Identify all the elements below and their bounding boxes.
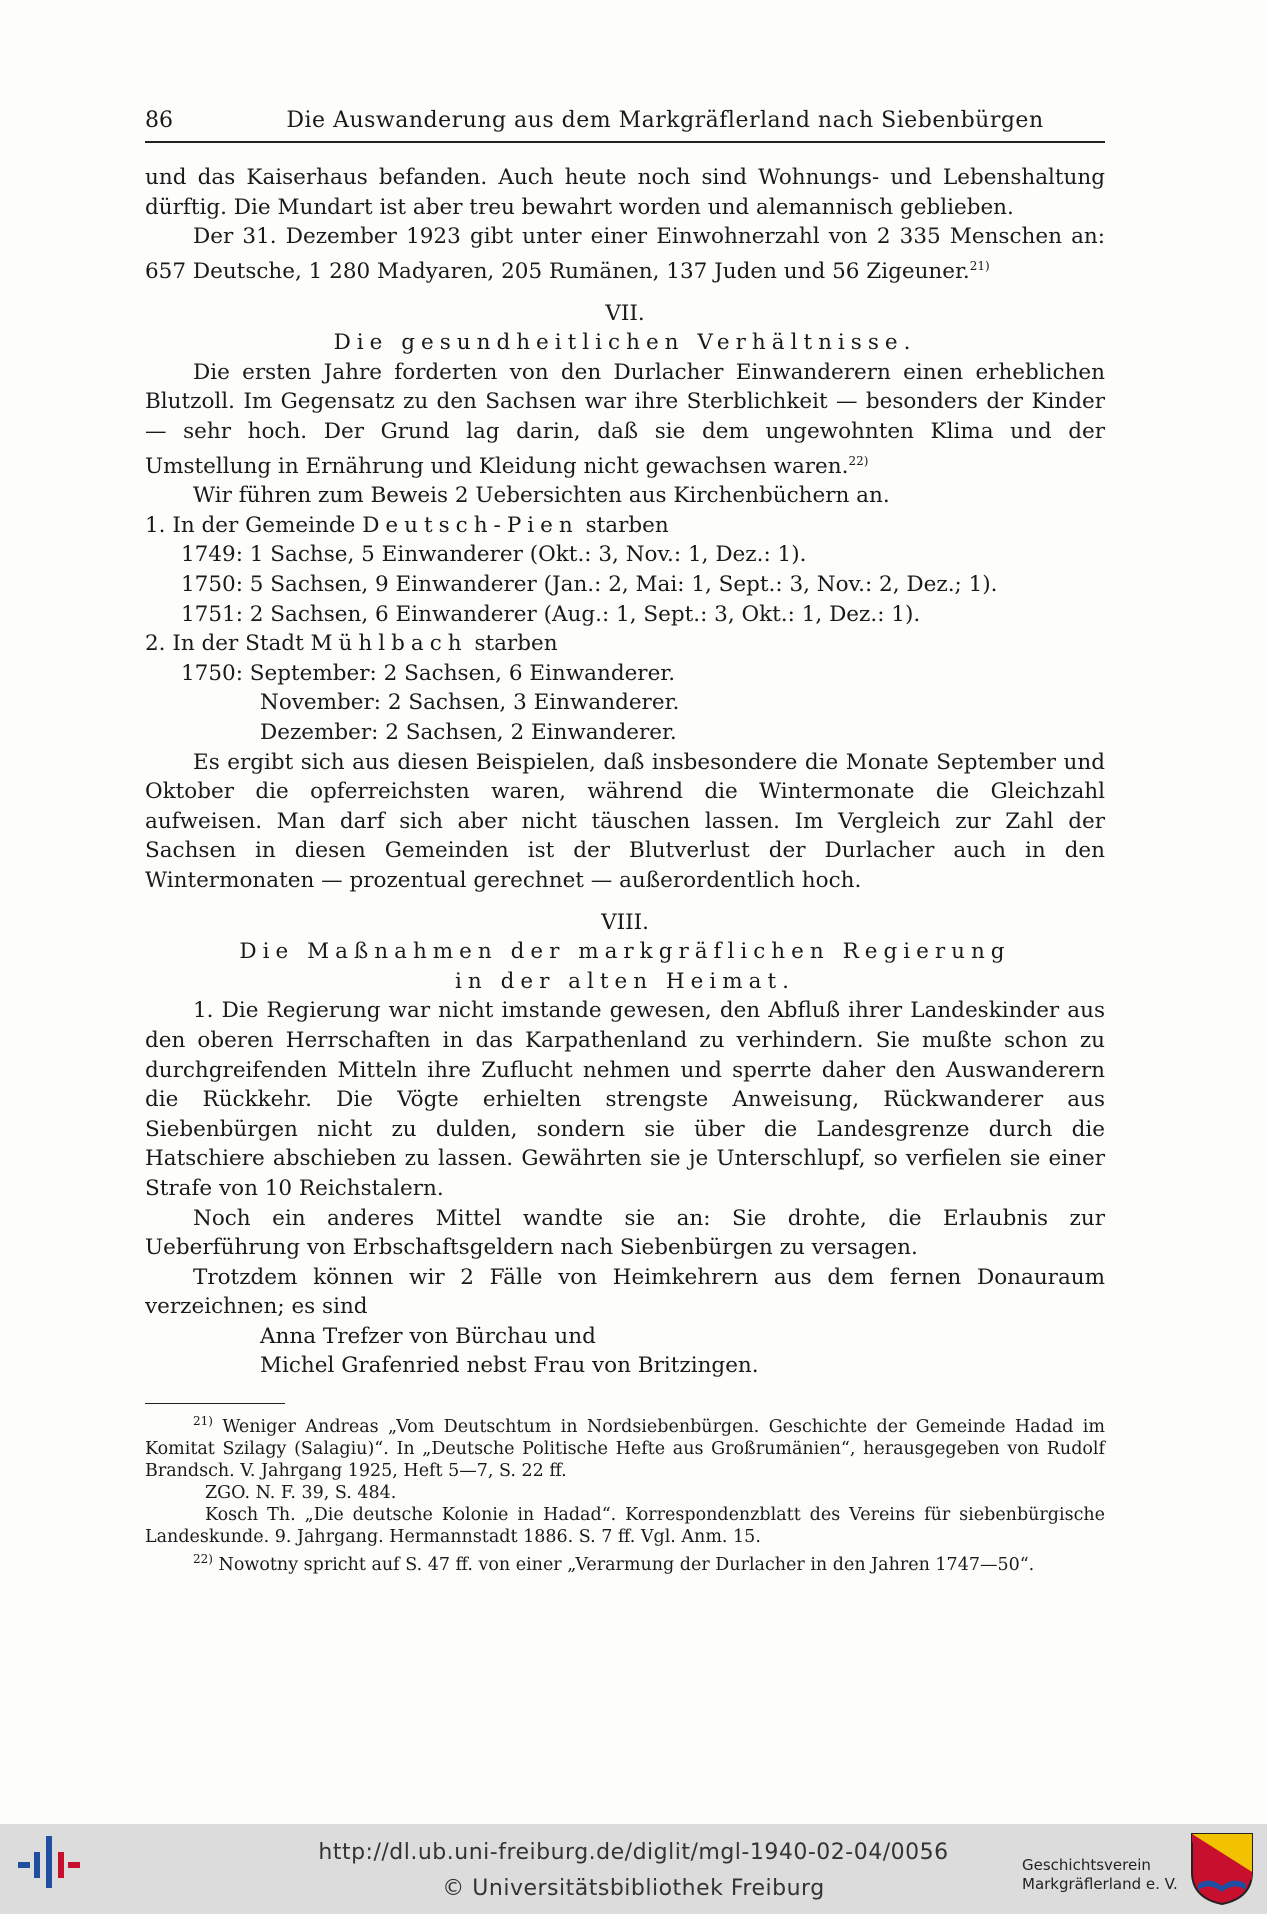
list-row: 1750: 5 Sachsen, 9 Einwanderer (Jan.: 2, Mai: 1, Sept.: 3, Nov.: 2, Dez.; 1). (181, 572, 998, 598)
running-title: Die Auswanderung aus dem Markgräflerland nach Siebenbürgen (286, 108, 1044, 133)
place-deutsch-pien: Deutsch-Pien (362, 512, 579, 538)
section-8-title-line-2: in der alten Heimat. (455, 968, 795, 994)
list-row: 1751: 2 Sachsen, 6 Einwanderer (Aug.: 1, Sept.: 3, Okt.: 1, Dez.: 1). (181, 601, 921, 627)
footnotes (145, 1410, 1105, 1576)
page-number: 86 (145, 108, 173, 133)
section-8-paragraph-3: Trotzdem können wir 2 Fälle von Heimkehrern aus dem fernen Donauraum verzeichnen; es sind (145, 1264, 1105, 1320)
page-body (145, 163, 1105, 1576)
list-row: 1750: September: 2 Sachsen, 6 Einwanderer. (181, 660, 676, 686)
page-header (145, 108, 1105, 143)
footnote-ref-22: 22) (848, 453, 869, 468)
section-7-paragraph-1: Die ersten Jahre forderten von den Durlacher Einwanderern einen erheblichen Blutzoll. Im Gegensatz zu den Sachsen war ihre Sterblichkeit — besonders der Kinder — sehr hoch. Der Grund lag darin, daß sie dem ungewohnten Klima und der Umstellung in Ernährung und Kleidung nicht gewachsen waren.$^{22)}$ (145, 359, 1105, 479)
list-item-deutsch-pien: 1. In der Gemeinde Deutsch-Pien starben (145, 512, 669, 538)
document-page (145, 108, 1105, 1576)
list-row: Dezember: 2 Sachsen, 2 Einwanderer. (260, 720, 677, 745)
section-8-paragraph-2: Noch ein anderes Mittel wandte sie an: Sie drohte, die Erlaubnis zur Ueberführung von Erbschaftsgeldern nach Siebenbürgen zu versagen. (145, 1205, 1105, 1261)
name-entry: Anna Trefzer von Bürchau und (260, 1323, 596, 1349)
list-item-muehlbach: 2. In der Stadt Mühlbach starben (145, 631, 558, 657)
intro-paragraph-1: und das Kaiserhaus befanden. Auch heute noch sind Wohnungs- und Lebenshaltung dürftig. Die Mundart ist aber treu bewahrt worden und alemannisch geblieben. (145, 165, 1105, 220)
intro-paragraph-2: Der 31. Dezember 1923 gibt unter einer Einwohnerzahl von 2 335 Menschen an: 657 Deutsche, 1 280 Madyaren, 205 Rumänen, 137 Juden und 56 Zigeuner.$^{21)}$ (145, 224, 1105, 284)
footnote-rule (145, 1403, 285, 1404)
section-7-paragraph-2: Wir führen zum Beweis 2 Uebersichten aus Kirchenbüchern an. (193, 483, 890, 509)
place-muehlbach: Mühlbach (310, 631, 468, 657)
footnote-22: $^{22)}$ Nowotny spricht auf S. 47 ff. von einer „Verarmung der Durlacher in den Jahren 1747—50“. (193, 1551, 1035, 1575)
source-url-link[interactable]: http://dl.ub.uni-freiburg.de/diglit/mgl-1940-02-04/0056 (318, 1840, 949, 1865)
section-7-paragraph-3: Es ergibt sich aus diesen Beispielen, daß insbesondere die Monate September und Oktober die opferreichsten waren, während die Wintermonate die Gleichzahl aufweisen. Man darf sich aber nicht täuschen lassen. Im Vergleich zur Zahl der Sachsen in diesen Gemeinden ist der Blutverlust der Durlacher auch in den Wintermonaten — prozentual gerechnet — außerordentlich hoch. (145, 749, 1105, 893)
society-name: Geschichtsverein Markgräflerland e. V. (1022, 1856, 1178, 1893)
copyright-text: © Universitätsbibliothek Freiburg (442, 1876, 825, 1901)
name-entry: Michel Grafenried nebst Frau von Britzingen. (260, 1353, 759, 1379)
footer-bar (0, 1824, 1267, 1914)
footnote-21: $^{21)}$ Weniger Andreas „Vom Deutschtum in Nordsiebenbürgen. Geschichte der Gemeinde Hadad im Komitat Szilagy (Salagiu)“. In „Deutsche Politische Hefte aus Großrumänien“, herausgegeben von Rudolf Brandsch. V. Jahrgang 1925, Heft 5—7, S. 22 ff. (145, 1414, 1105, 1481)
section-7-title: Die gesundheitlichen Verhältnisse. (333, 330, 917, 356)
section-8-numeral: VIII. (601, 909, 649, 935)
list-row: 1749: 1 Sachse, 5 Einwanderer (Okt.: 3, Nov.: 1, Dez.: 1). (181, 542, 807, 568)
society-crest-icon[interactable] (1190, 1832, 1254, 1906)
list-row: November: 2 Sachsen, 3 Einwanderer. (260, 690, 680, 716)
footnote-21-line-3: Kosch Th. „Die deutsche Kolonie in Hadad“. Korrespondenzblatt des Vereins für siebenbürgische Landeskunde. 9. Jahrgang. Hermannstadt 1886. S. 7 ff. Vgl. Anm. 15. (145, 1504, 1105, 1547)
section-8-title-line-1: Die Maßnahmen der markgräflichen Regierung (239, 939, 1011, 965)
footnote-ref-21: 21) (969, 258, 990, 273)
section-8-paragraph-1: 1. Die Regierung war nicht imstande gewesen, den Abfluß ihrer Landeskinder aus den oberen Herrschaften in das Karpathenland zu verhindern. Sie mußte schon zu durchgreifenden Mitteln ihre Zuflucht nehmen und sperrte daher den Auswanderern die Rückkehr. Die Vögte erhielten strengste Anweisung, Rückwanderer aus Siebenbürgen nicht zu dulden, sondern sie über die Landesgrenze durch die Hatschiere abschieben zu lassen. Gewährten sie je Unterschlupf, so verfielen sie einer Strafe von 10 Reichstalern. (145, 998, 1105, 1201)
footnote-21-line-2: ZGO. N. F. 39, S. 484. (205, 1482, 397, 1503)
section-7-numeral: VII. (605, 300, 645, 326)
